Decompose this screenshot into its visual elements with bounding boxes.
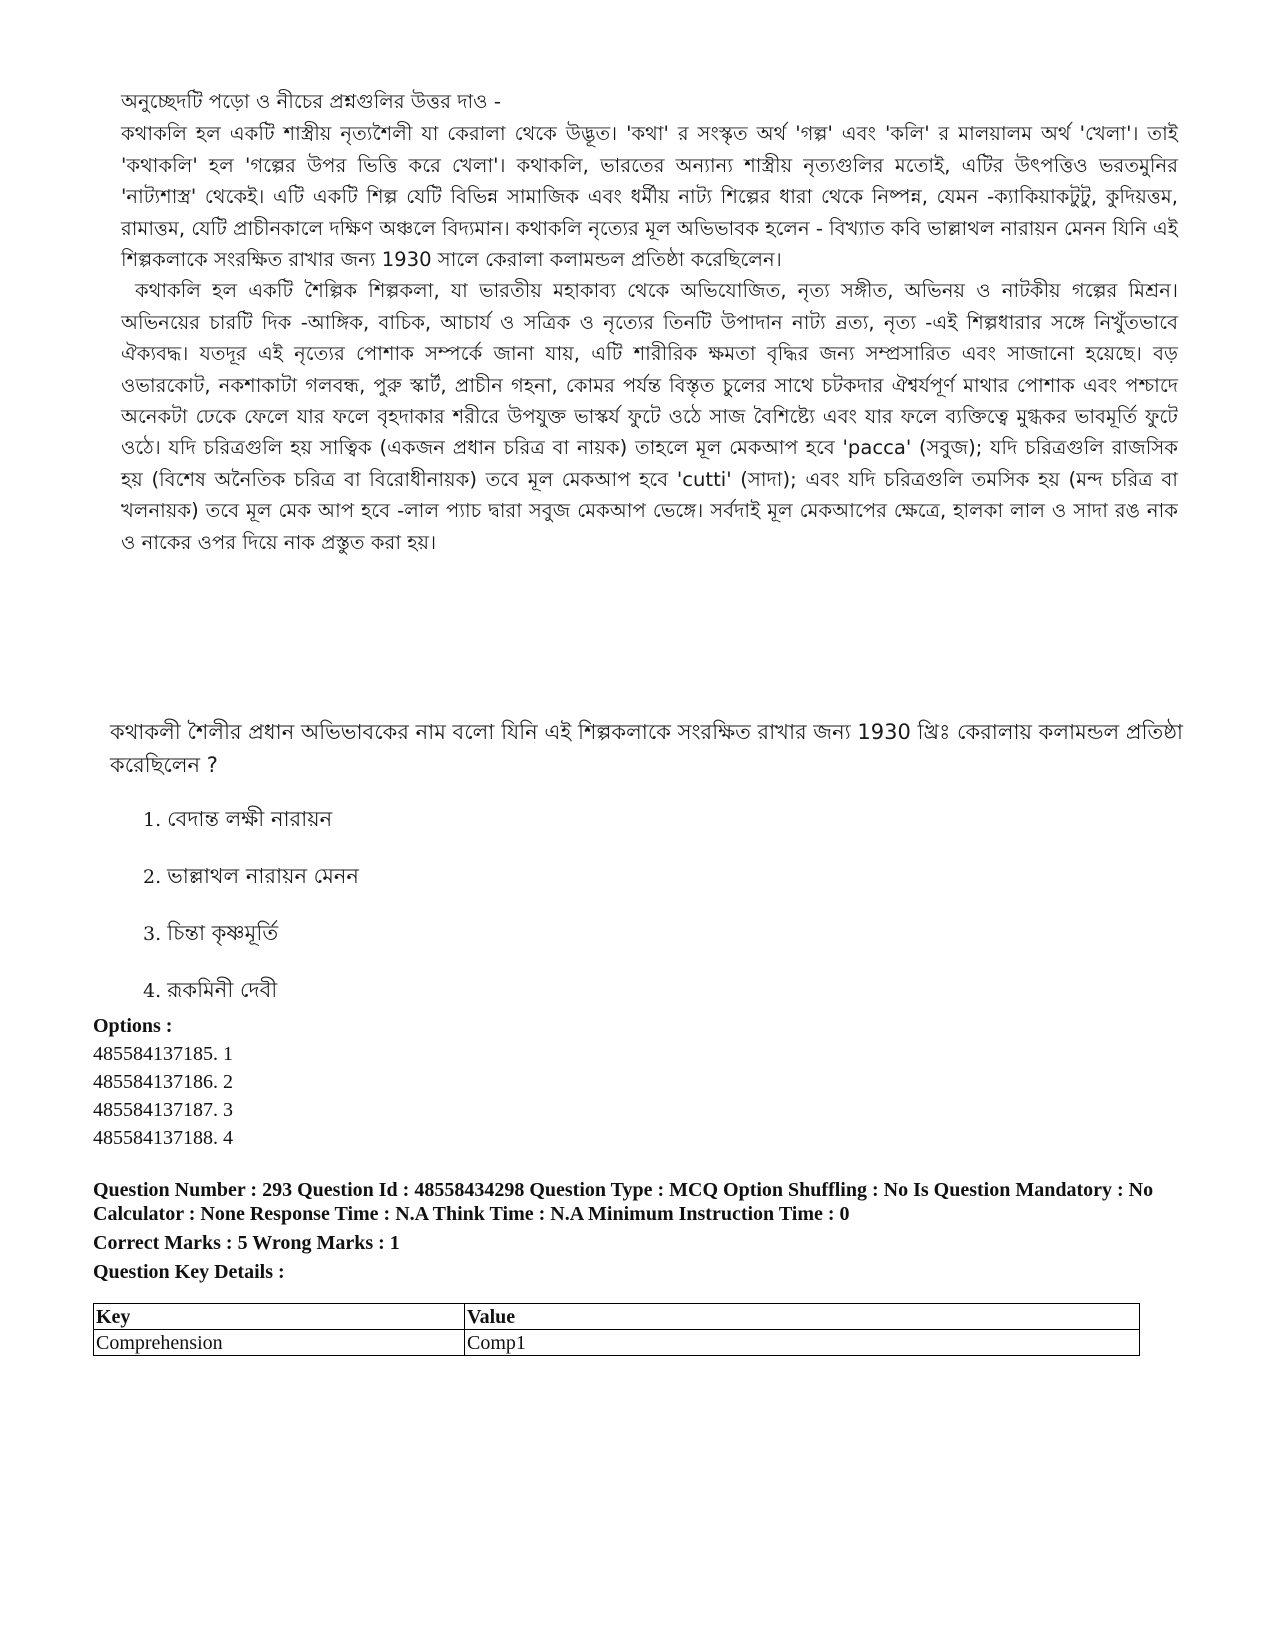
marks-info: Correct Marks : 5 Wrong Marks : 1 xyxy=(93,1232,400,1254)
option-id-row: 485584137188. 4 xyxy=(93,1127,233,1149)
question-meta-info: Question Number : 293 Question Id : 48558434298 Question Type : MCQ Option Shuffling : No Is Question Mandatory : No Calculator : None Response Time : N.A Think Time : N.A Minimum Instruction Time : 0 xyxy=(93,1179,1154,1225)
question-meta xyxy=(93,1178,1193,1284)
choice-number: 4. xyxy=(143,980,162,1002)
question-text: কথাকলী শৈলীর প্রধান অভিভাবকের নাম বলো যিনি এই শিল্পকলাকে সংরক্ষিত রাখার জন্য 1930 খ্রিঃ কেরালায় কলামন্ডল প্রতিষ্ঠা করেছিলেন ? xyxy=(110,720,1184,777)
passage-instruction: অনুচ্ছেদটি পড়ো ও নীচের প্রশ্নগুলির উত্তর দাও - xyxy=(121,90,501,113)
key-details-label: Question Key Details : xyxy=(93,1261,285,1283)
table-cell-value: Comp1 xyxy=(465,1330,1140,1356)
choice-number: 2. xyxy=(143,866,162,888)
question-choices xyxy=(110,804,1200,1005)
passage-paragraph-2: কথাকলি হল একটি শৈল্পিক শিল্পকলা, যা ভারতীয় মহাকাব্য থেকে অভিযোজিত, নৃত্য সঙ্গীত, অভিনয় ও নাটকীয় গল্পের মিশ্রন। অভিনয়ের চারটি দিক -আঙ্গিক, বাচিক, আচার্য ও সত্রিক ও নৃত্যের তিনটি উপাদান নাট্য ন্রত্য, নৃত্য -এই শিল্পধারার সঙ্গে নিখুঁতভাবে ঐক্যবদ্ধ। যতদূর এই নৃত্যের পোশাক সম্পর্কে জানা যায়, এটি শারীরিক ক্ষমতা বৃদ্ধির জন্য সম্প্রসারিত এবং সাজানো হয়েছে। বড় ওভারকোট, নকশাকাটা গলবন্ধ, পুরু স্কার্ট, প্রাচীন গহনা, কোমর পর্যন্ত বিস্তৃত চুলের সাথে চটকদার ঐশ্বর্যপূর্ণ মাথার পোশাক এবং পশ্চাদে অনেকটা ঢেকে ফেলে যার ফলে বৃহদাকার শরীরে উপযুক্ত ভাস্কর্য ফুটে ওঠে সাজ বৈশিষ্ট্যে এবং যার ফলে ব্যক্তিত্বে মুগ্ধকর ভাবমূর্তি ফুটে ওঠে। যদি চরিত্রগুলি হয় সাত্বিক (একজন প্রধান চরিত্র বা নায়ক) তাহলে মূল মেকআপ হবে 'pacca' (সবুজ); যদি চরিত্রগুলি রাজসিক হয় (বিশেষ অনৈতিক চরিত্র বা বিরোধীনায়ক) তবে মূল মেকআপ হবে 'cutti' (সাদা); এবং যদি চরিত্রগুলি তমসিক হয় (মন্দ চরিত্র বা খলনায়ক) তবে মূল মেক আপ হবে -লাল প্যাচ দ্বারা সবুজ মেকআপ ভেঙ্গে। সর্বদাই মূল মেকআপের ক্ষেত্রে, হালকা লাল ও সাদা রঙ নাক ও নাকের ওপর দিয়ে নাক প্রস্তুত করা হয়। xyxy=(121,279,1178,554)
table-cell-key: Comprehension xyxy=(94,1330,465,1356)
question-image xyxy=(110,716,1200,1026)
passage-paragraph-1: কথাকলি হল একটি শাস্ত্রীয় নৃত্যশৈলী যা কেরালা থেকে উদ্ভূত। 'কথা' র সংস্কৃত অর্থ 'গল্প' এবং 'কলি' র মালয়ালম অর্থ 'খেলা'। তাই 'কথাকলি' হল 'গল্পের উপর ভিত্তি করে খেলা'। কথাকলি, ভারতের অন্যান্য শাস্ত্রীয় নৃত্যগুলির মতোই, এটির উৎপত্তিও ভরতমুনির 'নাট্যশাস্ত্র' থেকেই। এটি একটি শিল্প যেটি বিভিন্ন সামাজিক এবং ধর্মীয় নাট্য শিল্পের ধারা থেকে নিষ্পন্ন, যেমন -ক্যাকিয়াকটুটু, কুদিয়ত্তম, রামাত্তম, যেটি প্রাচীনকালে দক্ষিণ অঞ্চলে বিদ্যমান। কথাকলি নৃত্যের মূল অভিভাবক হলেন - বিখ্যাত কবি ভাল্লাথল নারায়ন মেনন যিনি এই শিল্পকলাকে সংরক্ষিত রাখার জন্য 1930 সালে কেরালা কলামন্ডল প্রতিষ্ঠা করেছিলেন। xyxy=(121,122,1178,272)
choice-item xyxy=(143,975,1200,1005)
option-id-row: 485584137186. 2 xyxy=(93,1071,233,1093)
option-id-row: 485584137187. 3 xyxy=(93,1099,233,1121)
choice-text: রূকমিনী দেবী xyxy=(167,978,278,1002)
choice-item xyxy=(143,861,1200,891)
option-id-row: 485584137185. 1 xyxy=(93,1043,233,1065)
choice-text: বেদান্ত লক্ষী নারায়ন xyxy=(167,807,333,831)
choice-number: 1. xyxy=(143,809,162,831)
key-details-table xyxy=(93,1303,1140,1356)
table-header-key: Key xyxy=(94,1304,465,1330)
options-section xyxy=(93,1012,693,1152)
table-header-value: Value xyxy=(465,1304,1140,1330)
choice-text: চিন্তা কৃষ্ণমূর্তি xyxy=(167,921,279,945)
choice-item xyxy=(143,918,1200,948)
options-label: Options : xyxy=(93,1015,173,1037)
passage-image xyxy=(100,86,1190,666)
table-header-row xyxy=(94,1304,1140,1330)
table-row xyxy=(94,1330,1140,1356)
choice-item xyxy=(143,804,1200,834)
choice-number: 3. xyxy=(143,923,162,945)
choice-text: ভাল্লাথল নারায়ন মেনন xyxy=(167,864,359,888)
